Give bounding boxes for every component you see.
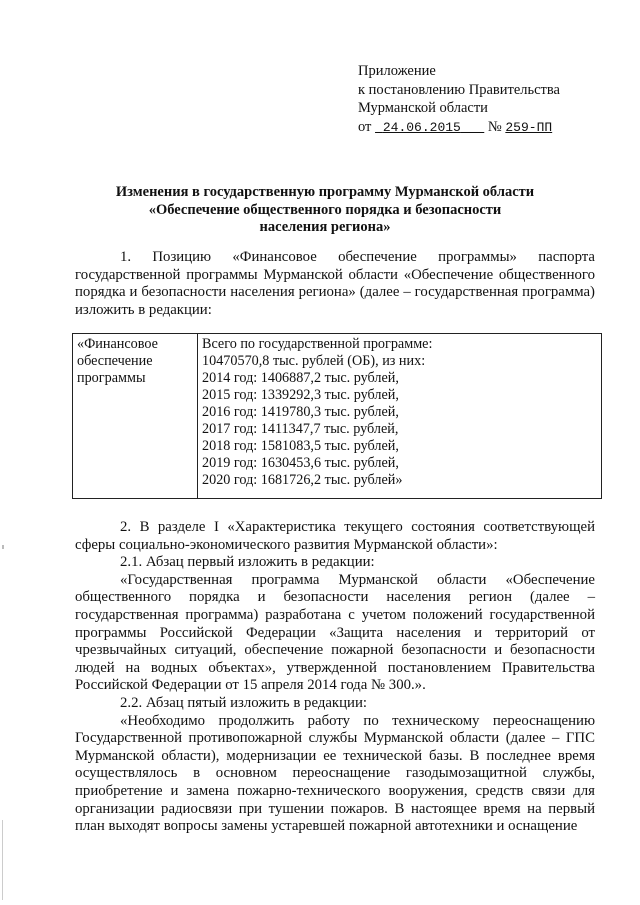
item-2-2-text: «Необходимо продолжить работу по техническому переоснащению Государственной противопожарной службы Мурманской области (далее – ГПС Мурманской области), модернизации ее технической базы. В последнее время осуществлялось в основном переоснащение газодымозащитной службы, приобретение и замена пожарно-технического вооружения, средств связи для организации радиосвязи при тушении пожаров. В настоящее время на первый план выходят вопросы замены устаревшей пожарной автотехники и оснащение — [75, 712, 595, 835]
financing-line: 2014 год: 1406887,2 тыс. рублей, — [202, 370, 399, 386]
appendix-header — [358, 62, 560, 137]
financing-line: Всего по государственной программе: — [202, 336, 433, 352]
scan-edge — [2, 820, 3, 900]
financing-line: 2017 год: 1411347,7 тыс. рублей, — [202, 421, 399, 437]
number-value: 259-ПП — [505, 119, 553, 135]
appendix-title: Приложение — [358, 63, 436, 79]
item-2-2-heading: 2.2. Абзац пятый изложить в редакции: — [120, 694, 367, 711]
financing-table — [72, 333, 602, 499]
appendix-date-line — [358, 118, 560, 138]
number-prefix: № — [487, 118, 502, 135]
section-2 — [75, 519, 595, 836]
financing-label: «Финансовое обеспечение программы — [77, 336, 158, 386]
title-line-1: Изменения в государственную программу Мурманской области — [115, 184, 535, 200]
financing-line: 10470570,8 тыс. рублей (ОБ), из них: — [202, 353, 426, 369]
financing-line: 2019 год: 1630453,6 тыс. рублей, — [202, 455, 399, 471]
section-1-text: 1. Позицию «Финансовое обеспечение программы» паспорта государственной программы Мурманской области «Обеспечение общественного порядка и безопасности населения региона» (далее – государственная программа) изложить в редакции: — [75, 249, 595, 318]
section-1 — [75, 249, 595, 319]
appendix-region: Мурманской области — [358, 100, 488, 116]
title-line-3: населения региона» — [259, 219, 391, 235]
item-2-1-text: «Государственная программа Мурманской области «Обеспечение общественного порядка и безопасности населения регион (далее – государственная программа) разработана с учетом положений государственной программы Российской Федерации «Защита населения и территорий от чрезвычайных ситуаций, обеспечение пожарной безопасности и безопасности людей на водных объектах», утвержденной постановлением Правительства Российской Федерации от 15 апреля 2014 года № 300.». — [75, 571, 595, 694]
document-title — [60, 184, 590, 237]
item-2-1-heading: 2.1. Абзац первый изложить в редакции: — [120, 554, 375, 571]
financing-line: 2018 год: 1581083,5 тыс. рублей, — [202, 438, 399, 454]
financing-values-cell — [198, 334, 602, 499]
financing-line: 2015 год: 1339292,3 тыс. рублей, — [202, 387, 399, 403]
financing-label-cell — [73, 334, 198, 499]
financing-line: 2020 год: 1681726,2 тыс. рублей» — [202, 472, 403, 488]
title-line-2: «Обеспечение общественного порядка и безопасности — [148, 201, 502, 218]
appendix-reference: к постановлению Правительства — [358, 81, 560, 98]
date-prefix: от — [358, 118, 372, 135]
financing-line: 2016 год: 1419780,3 тыс. рублей, — [202, 404, 399, 420]
date-value: 24.06.2015 — [382, 119, 461, 135]
scan-artifact — [2, 545, 4, 549]
section-2-intro: 2. В разделе I «Характеристика текущего состояния соответствующей сферы социально-экономического развития Мурманской области»: — [75, 519, 595, 553]
